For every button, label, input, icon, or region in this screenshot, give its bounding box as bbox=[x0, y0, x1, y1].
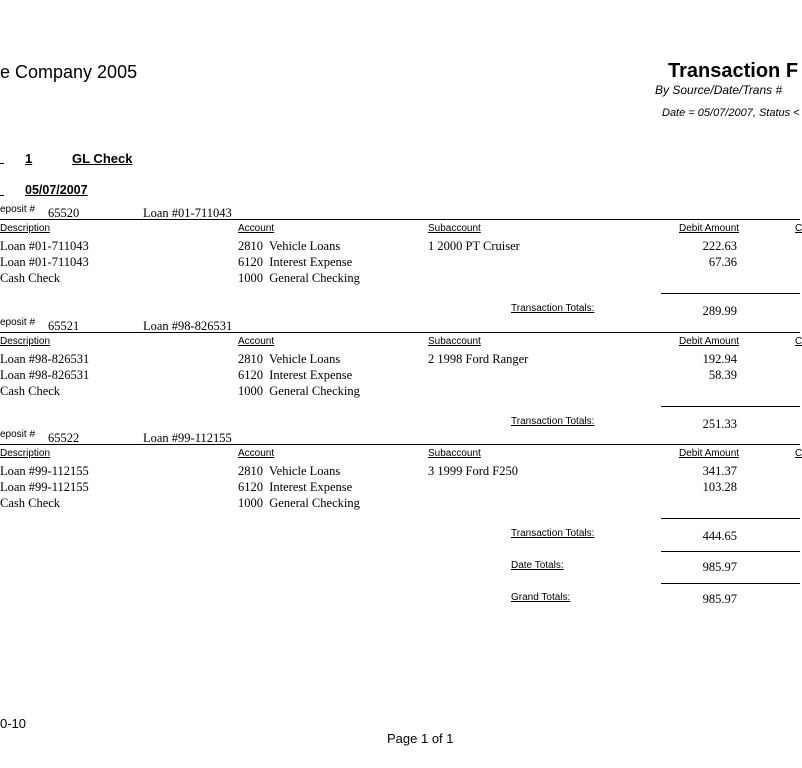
col-description: Description bbox=[0, 335, 51, 347]
transaction-totals-value: 289.99 bbox=[702, 304, 737, 318]
row-account: 6120 Interest Expense bbox=[238, 367, 353, 382]
deposit-number: 65521 bbox=[48, 318, 80, 333]
row-description: Loan #99-112155 bbox=[0, 480, 89, 494]
footer-left: 0-10 bbox=[0, 716, 27, 731]
col-debit: Debit Amount bbox=[679, 335, 740, 347]
row-account: 2810 Vehicle Loans bbox=[238, 464, 341, 478]
row-description: Cash Check bbox=[0, 496, 61, 510]
row-account: 6120 Interest Expense bbox=[238, 480, 353, 494]
group-date: 05/07/2007 bbox=[25, 183, 88, 197]
col-account: Account bbox=[238, 335, 275, 347]
col-account: Account bbox=[238, 448, 275, 459]
deposit-label: eposit # bbox=[0, 316, 36, 328]
deposit-number: 65520 bbox=[48, 206, 80, 220]
row-account: 1000 General Checking bbox=[238, 271, 360, 285]
page-number: Page 1 of 1 bbox=[387, 731, 454, 746]
col-account: Account bbox=[238, 223, 275, 234]
transaction-totals-rule bbox=[661, 293, 800, 294]
company-name: e Company 2005 bbox=[0, 62, 138, 82]
row-debit: 222.63 bbox=[702, 239, 737, 253]
row-description: Loan #01-711043 bbox=[0, 255, 89, 269]
row-subaccount: 1 2000 PT Cruiser bbox=[428, 239, 520, 253]
row-subaccount: 3 1999 Ford F250 bbox=[428, 464, 518, 478]
deposit-memo: Loan #99-112155 bbox=[143, 431, 232, 445]
row-description: Cash Check bbox=[0, 271, 61, 285]
col-description: Description bbox=[0, 223, 51, 234]
grand-totals-value: 985.97 bbox=[702, 592, 737, 606]
row-debit: 103.28 bbox=[702, 480, 737, 494]
deposit-label: eposit # bbox=[0, 204, 36, 215]
grand-totals-rule bbox=[661, 583, 800, 584]
transaction-totals-value: 251.33 bbox=[702, 416, 737, 431]
group-marker bbox=[0, 163, 4, 164]
row-debit: 67.36 bbox=[708, 255, 737, 269]
row-account: 2810 Vehicle Loans bbox=[238, 351, 341, 366]
row-description: Cash Check bbox=[0, 383, 61, 398]
row-account: 1000 General Checking bbox=[238, 383, 360, 398]
col-description: Description bbox=[0, 448, 51, 459]
row-debit: 192.94 bbox=[702, 351, 737, 366]
row-description: Loan #98-826531 bbox=[0, 367, 90, 382]
transaction-totals-label: Transaction Totals: bbox=[511, 415, 595, 427]
transaction-totals-label: Transaction Totals: bbox=[511, 303, 595, 314]
row-debit: 341.37 bbox=[702, 464, 737, 478]
transaction-totals-rule bbox=[661, 406, 800, 407]
row-account: 2810 Vehicle Loans bbox=[238, 239, 341, 253]
transaction-header-rule bbox=[0, 332, 800, 333]
row-account: 6120 Interest Expense bbox=[238, 255, 353, 269]
transaction-totals-value: 444.65 bbox=[702, 529, 737, 543]
row-subaccount: 2 1998 Ford Ranger bbox=[428, 351, 529, 366]
row-debit: 58.39 bbox=[708, 367, 737, 382]
transaction-totals-rule bbox=[661, 518, 800, 519]
date-totals-value: 985.97 bbox=[702, 560, 737, 574]
col-credit: C bbox=[795, 448, 802, 459]
col-subaccount: Subaccount bbox=[428, 223, 481, 234]
transaction-header-rule bbox=[0, 444, 800, 445]
deposit-number: 65522 bbox=[48, 431, 80, 445]
report-subtitle: By Source/Date/Trans # bbox=[655, 83, 783, 97]
grand-totals-label: Grand Totals: bbox=[511, 592, 571, 603]
date-totals-rule bbox=[661, 551, 800, 552]
transaction-header-rule bbox=[0, 219, 800, 220]
col-credit: C bbox=[795, 223, 802, 234]
row-description: Loan #98-826531 bbox=[0, 351, 90, 366]
row-account: 1000 General Checking bbox=[238, 496, 360, 510]
date-marker bbox=[0, 195, 4, 196]
deposit-memo: Loan #01-711043 bbox=[143, 206, 232, 220]
date-totals-label: Date Totals: bbox=[511, 560, 564, 571]
col-subaccount: Subaccount bbox=[428, 448, 481, 459]
report-filter: Date = 05/07/2007, Status < bbox=[662, 107, 800, 119]
col-subaccount: Subaccount bbox=[428, 335, 481, 347]
row-description: Loan #99-112155 bbox=[0, 464, 89, 478]
row-description: Loan #01-711043 bbox=[0, 239, 89, 253]
deposit-label: eposit # bbox=[0, 429, 36, 440]
transaction-totals-label: Transaction Totals: bbox=[511, 528, 595, 539]
deposit-memo: Loan #98-826531 bbox=[143, 318, 233, 333]
report-title: Transaction F bbox=[668, 60, 799, 82]
col-debit: Debit Amount bbox=[679, 448, 740, 459]
source-name: GL Check bbox=[72, 151, 133, 166]
source-number: 1 bbox=[25, 151, 33, 166]
col-credit: C bbox=[795, 335, 802, 347]
col-debit: Debit Amount bbox=[679, 223, 740, 234]
